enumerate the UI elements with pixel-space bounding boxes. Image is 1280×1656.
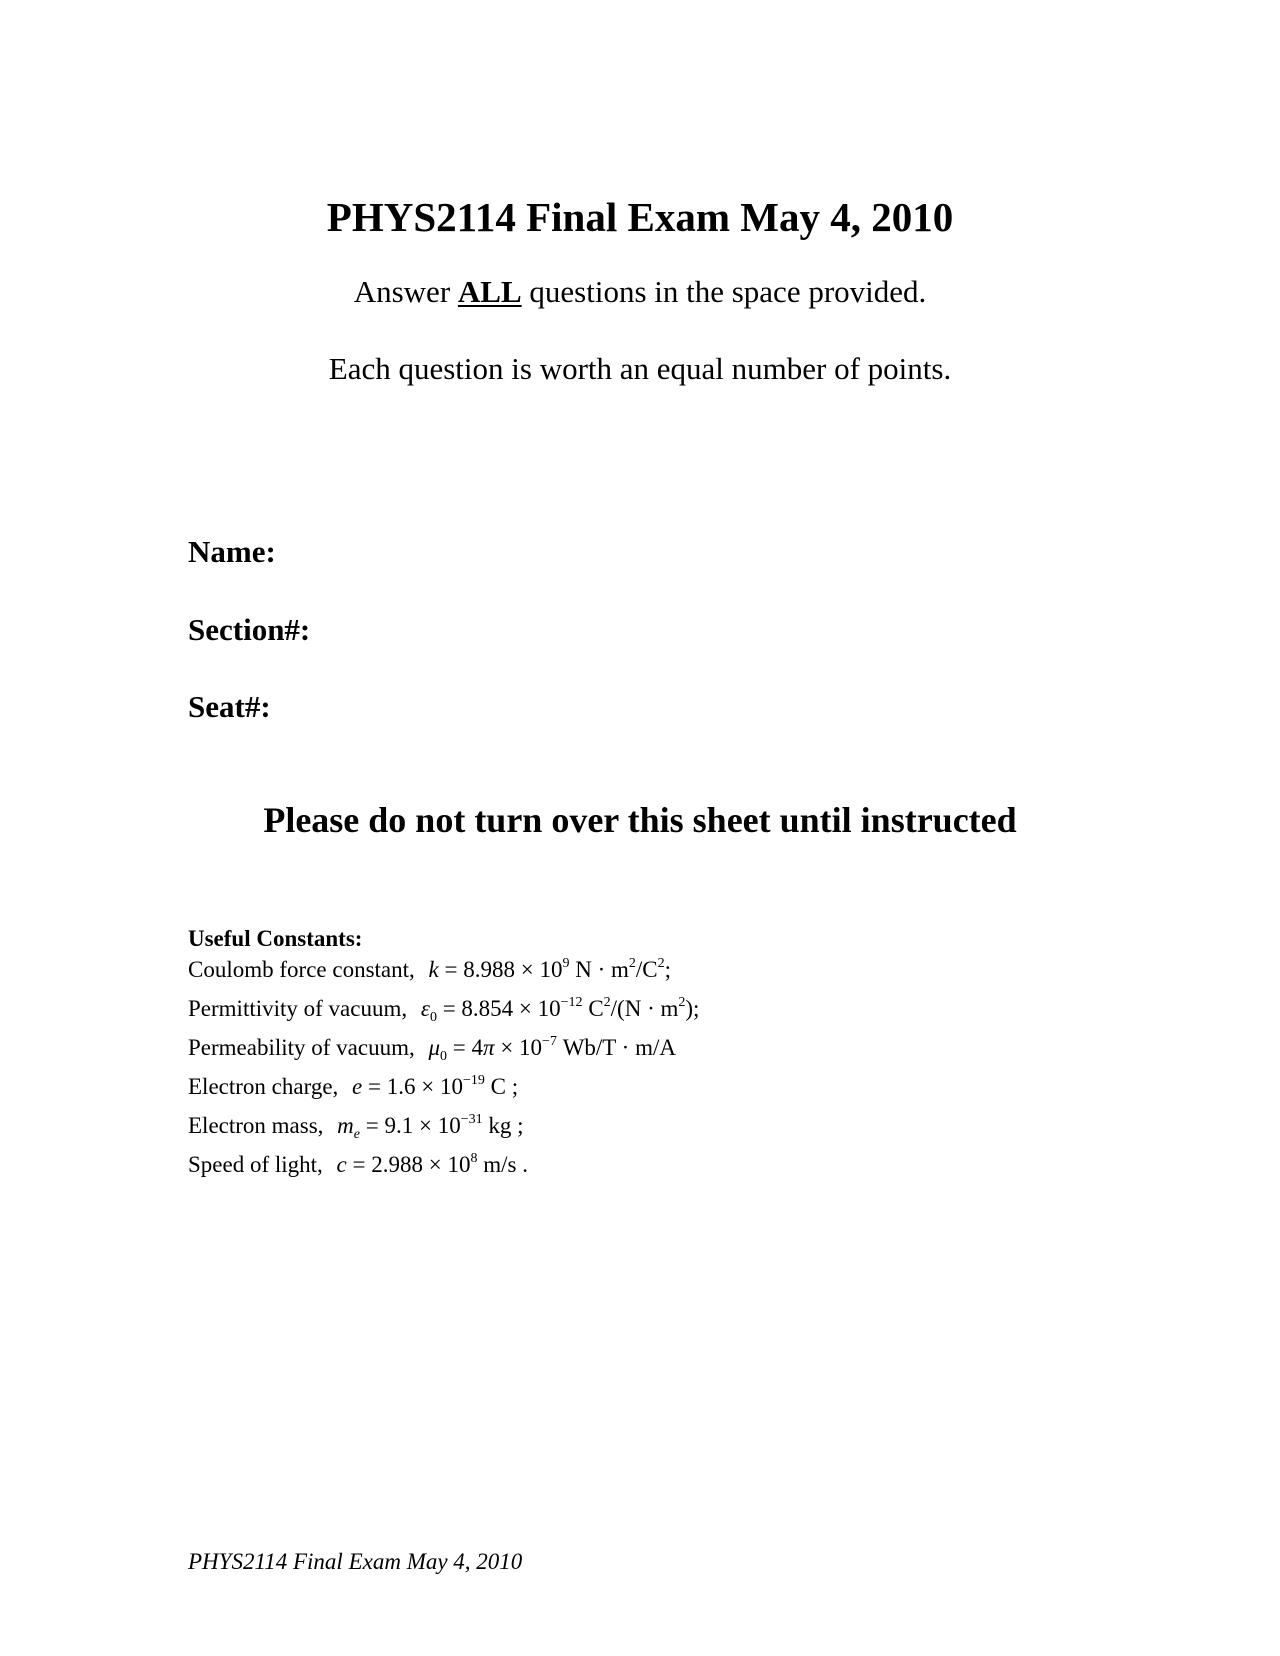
constant-value: 8.988 [463, 957, 515, 982]
constant-electron-charge: Electron charge, $e = 1.6 \times 10^{-19}$ C ; [188, 1073, 519, 1099]
constant-speed-of-light: Speed of light, $c = 2.988 \times 10^8$ m/s . [188, 1151, 528, 1177]
constant-symbol: k [428, 957, 439, 982]
constant-exponent: −7 [542, 1034, 557, 1049]
constant-exponent: −12 [560, 995, 583, 1010]
constant-unit: kg ; [488, 1113, 524, 1138]
unit-exponent: 2 [678, 995, 686, 1010]
constant-label: Permittivity of vacuum, [188, 996, 408, 1021]
do-not-turn-warning: Please do not turn over this sheet until instructed [263, 800, 1017, 840]
instruction-prefix: Answer [353, 274, 451, 309]
pi-symbol: π [483, 1035, 495, 1060]
constant-symbol: m [337, 1113, 354, 1138]
instruction-suffix: questions in the space provided. [529, 274, 927, 309]
unit-mid: /C [635, 957, 658, 982]
constant-subscript: 0 [429, 1010, 437, 1025]
instruction-emphasis: ALL [457, 274, 522, 309]
seat-label: Seat#: [188, 689, 271, 724]
constant-exponent: −31 [460, 1112, 483, 1127]
constant-label: Electron mass, [188, 1113, 324, 1138]
page-title: PHYS2114 Final Exam May 4, 2010 [326, 194, 954, 240]
unit-exponent: 2 [628, 956, 636, 971]
constant-label: Speed of light, [188, 1152, 323, 1177]
instruction-answer-all [0, 273, 1280, 311]
constant-symbol: c [336, 1152, 347, 1177]
unit-exponent: 2 [657, 956, 665, 971]
constant-label: Coulomb force constant, [188, 957, 415, 982]
constant-value: 9.1 [384, 1113, 414, 1138]
constant-exponent: 9 [562, 956, 570, 971]
page-footer: PHYS2114 Final Exam May 4, 2010 [188, 1549, 523, 1574]
constant-unit-pre: N · m [575, 957, 629, 982]
constant-unit-pre: C [588, 996, 604, 1021]
constant-coulomb: Coulomb force constant, $k = 8.988 \times 10^9$ $N \cdot m^2/C^2$; [188, 956, 671, 982]
constant-unit: m/s . [483, 1152, 528, 1177]
constant-symbol: e [352, 1074, 363, 1099]
unit-mid: /(N · m [610, 996, 679, 1021]
constant-unit: C ; [490, 1074, 519, 1099]
constant-exponent: 8 [470, 1151, 478, 1166]
constant-exponent: −19 [462, 1073, 485, 1088]
constant-electron-mass: Electron mass, $m_e = 9.1 \times 10^{-31}$ kg ; [188, 1112, 524, 1142]
unit-end: ); [685, 996, 700, 1021]
instruction-points: Each question is worth an equal number of points. [328, 351, 952, 386]
unit-end: ; [664, 957, 671, 982]
constant-symbol: ε [420, 996, 430, 1021]
section-label: Section#: [188, 612, 311, 647]
constant-value: 2.988 [371, 1152, 423, 1177]
constant-symbol: μ [428, 1035, 441, 1060]
useful-constants [188, 925, 699, 1189]
unit-exponent: 2 [603, 995, 611, 1010]
constant-label: Permeability of vacuum, [188, 1035, 415, 1060]
constant-label: Electron charge, [188, 1074, 339, 1099]
constant-value: 8.854 [461, 996, 514, 1021]
constant-subscript: e [353, 1127, 360, 1142]
constant-permeability: Permeability of vacuum, $\mu_0 = 4\pi \times 10^{-7}$ Wb/T · m/A [188, 1034, 676, 1064]
constant-unit: Wb/T · m/A [562, 1035, 676, 1060]
constant-value: 4 [471, 1035, 484, 1060]
constants-heading: Useful Constants: [188, 926, 363, 951]
constant-permittivity: Permittivity of vacuum, $\varepsilon_0 = 8.854 \times 10^{-12}$ $C^2/(N \cdot m^2)$; [188, 995, 700, 1025]
constant-subscript: 0 [440, 1049, 448, 1064]
constant-value: 1.6 [386, 1074, 416, 1099]
name-label: Name: [188, 534, 276, 569]
